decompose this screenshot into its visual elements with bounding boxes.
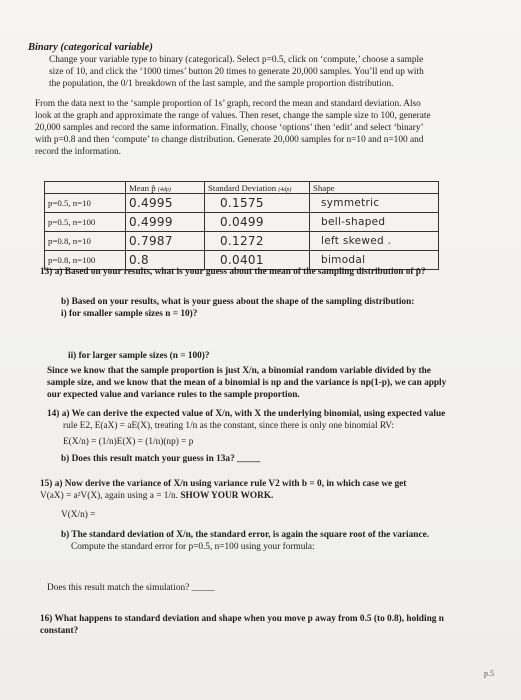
row-label: p=0.5, n=10 (45, 194, 126, 213)
header-sd: Standard Deviation (4dp) (205, 182, 310, 194)
sd-answer[interactable]: 0.0401 (205, 251, 310, 270)
q15a-line-2: V(aX) = a²V(X), again using a = 1/n. SHOW YOUR WORK. (40, 491, 274, 501)
mean-answer[interactable]: 0.4995 (126, 194, 205, 213)
q15b-line-2: Compute the standard error for p=0.5, n=100 using your formula: (71, 542, 315, 552)
instructions-line-1: From the data next to the ‘sample proportion of 1s’ graph, record the mean and standard deviation. Also (35, 99, 421, 109)
sd-answer[interactable]: 0.1575 (205, 194, 310, 213)
row-label: p=0.8, n=100 (45, 251, 126, 270)
row-label: p=0.5, n=100 (45, 213, 126, 232)
shape-answer[interactable]: symmetric (310, 194, 439, 213)
q13a: 13) a) Based on your results, what is your guess about the mean of the sampling distribution of p̂? (40, 267, 426, 277)
q14a-line-1: 14) a) We can derive the expected value of X/n, with X the underlying binomial, using expected value (47, 409, 446, 419)
intro-line-1: Change your variable type to binary (categorical). Select p=0.5, click on ‘compute,’ choose a sample (49, 55, 424, 65)
header-shape: Shape (310, 182, 439, 194)
intro-line-3: the population, the 0/1 breakdown of the last sample, and the sample proportion distribution. (49, 79, 394, 89)
q14-equation: E(X/n) = (1/n)E(X) = (1/n)(np) = p (63, 437, 194, 447)
table-row (45, 194, 439, 213)
q13b-i: i) for smaller sample sizes n = 10)? (61, 309, 198, 319)
section-title: Binary (categorical variable) (28, 42, 153, 53)
q14b: b) Does this result match your guess in 13a? _____ (61, 454, 261, 464)
shape-answer[interactable]: bell-shaped (310, 213, 439, 232)
instructions-line-2: look at the graph and approximate the range of values. Then reset, change the sample size to 100, generate (35, 111, 431, 121)
page-number: p.5 (484, 669, 494, 678)
instructions-line-5: record the information. (35, 147, 121, 157)
q14a-line-2: rule E2, E(aX) = aE(X), treating 1/n as the constant, since there is only one binomial RV: (63, 421, 394, 431)
row-label: p=0.8, n=10 (45, 232, 126, 251)
mean-answer[interactable]: 0.7987 (126, 232, 205, 251)
q15-simulation-match: Does this result match the simulation? _____ (47, 583, 215, 593)
sd-answer[interactable]: 0.1272 (205, 232, 310, 251)
shape-answer[interactable]: left skewed . (310, 232, 439, 251)
q15b-line-1: b) The standard deviation of X/n, the standard error, is again the square root of the variance. (61, 530, 430, 540)
header-mean: Mean p̂ (4dp) (126, 182, 205, 194)
mean-answer[interactable]: 0.4999 (126, 213, 205, 232)
q16-line-2: constant? (40, 626, 79, 636)
q15-variance-answer: V(X/n) = (61, 510, 96, 520)
sd-answer[interactable]: 0.0499 (205, 213, 310, 232)
q15a-line-1: 15) a) Now derive the variance of X/n using variance rule V2 with b = 0, in which case we get (40, 479, 407, 489)
mean-answer[interactable]: 0.8 (126, 251, 205, 270)
table-row (45, 232, 439, 251)
q13b: b) Based on your results, what is your guess about the shape of the sampling distribution: (61, 297, 415, 307)
shape-answer[interactable]: bimodal (310, 251, 439, 270)
q13b-ii: ii) for larger sample sizes (n = 100)? (68, 351, 210, 361)
table-row (45, 213, 439, 232)
results-table (44, 181, 439, 270)
header-blank (45, 182, 126, 194)
since-line-2: sample size, and we know that the mean of a binomial is np and the variance is np(1-p), we can apply (47, 378, 447, 388)
q16-line-1: 16) What happens to standard deviation and shape when you move p away from 0.5 (to 0.8), holding n (40, 614, 444, 624)
results-table-header (45, 182, 439, 194)
intro-line-2: size of 10, and click the ‘1000 times’ button 20 times to generate 20,000 samples. You’ll end up with (49, 67, 424, 77)
since-line-3: our expected value and variance rules to the sample proportion. (47, 390, 300, 400)
instructions-line-3: 20,000 samples and record the same information. Finally, choose ‘options’ then ‘edit’ and select ‘binary’ (35, 123, 424, 133)
since-line-1: Since we know that the sample proportion is just X/n, a binomial random variable divided by the (47, 366, 431, 376)
instructions-line-4: with p=0.8 and then ‘compute’ to change distribution. Generate 20,000 samples for n=10 and n=100 and (35, 135, 424, 145)
